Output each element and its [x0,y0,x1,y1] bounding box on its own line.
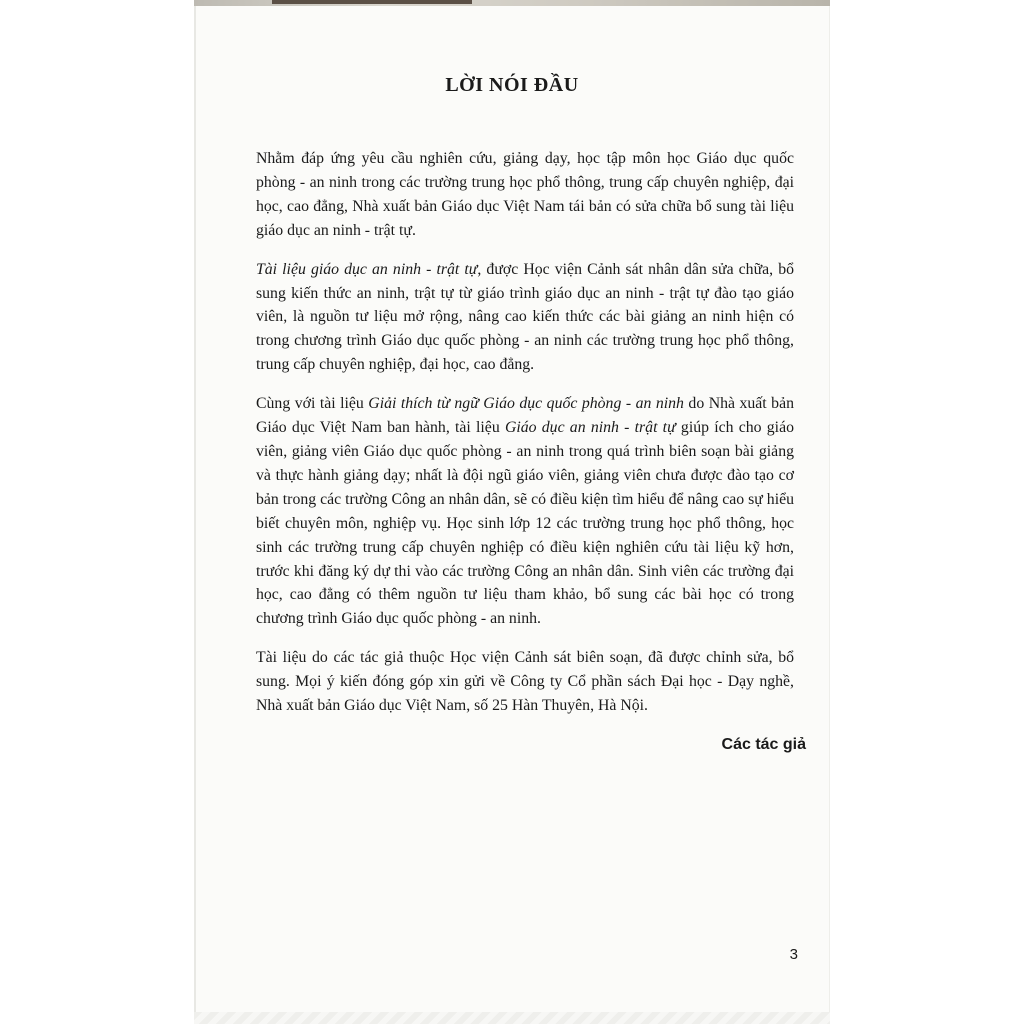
paragraph [256,646,794,718]
paragraph [256,147,794,243]
text-run: Tài liệu do các tác giả thuộc Học viện Cảnh sát biên soạn, đã được chỉnh sửa, bổ sung. Mọi ý kiến đóng góp xin gửi về Công ty Cổ phần sách Đại học - Dạy nghề, Nhà xuất bản Giáo dục Việt Nam, số 25 Hàn Thuyên, Hà Nội. [256,649,794,715]
paragraph [256,258,794,378]
preface-body [256,147,794,733]
text-run: Nhằm đáp ứng yêu cầu nghiên cứu, giảng dạy, học tập môn học Giáo dục quốc phòng - an ninh trong các trường trung học phổ thông, trung cấp chuyên nghiệp, đại học, cao đẳng, Nhà xuất bản Giáo dục Việt Nam tái bản có sửa chữa bổ sung tài liệu giáo dục an ninh - trật tự. [256,150,794,239]
text-run: Cùng với tài liệu [256,395,369,413]
book-page [194,0,830,1014]
italic-text: Giáo dục an ninh - trật tự [504,419,676,437]
page-top-binding [272,0,472,4]
page-number: 3 [789,946,798,963]
page-title: LỜI NÓI ĐẦU [445,74,579,96]
paragraph [256,392,794,631]
page-bottom-edge [194,1012,830,1024]
italic-text: Giải thích từ ngữ Giáo dục quốc phòng - an ninh [368,395,684,413]
text-run: giúp ích cho giáo viên, giảng viên Giáo dục quốc phòng - an ninh trong quá trình biên soạn bài giảng và thực hành giảng dạy; nhất là đội ngũ giáo viên, giảng viên chưa được đào tạo cơ bản trong các trường Công an nhân dân, sẽ có điều kiện tìm hiểu để nâng cao sự hiểu biết chuyên môn, nghiệp vụ. Học sinh lớp 12 các trường trung học phổ thông, học sinh các trường trung cấp chuyên nghiệp có điều kiện nghiên cứu tài liệu kỹ hơn, trước khi đăng ký dự thi vào các trường Công an nhân dân. Sinh viên các trường đại học, cao đẳng có thêm nguồn tư liệu tham khảo, bổ sung các bài học có trong chương trình Giáo dục quốc phòng - an ninh. [256,419,794,628]
italic-text: Tài liệu giáo dục an ninh - trật tự [256,260,478,278]
text-run: do Nhà xuất bản Giáo dục Việt Nam ban hành, tài liệu [256,395,794,437]
authors-signature: Các tác giả [721,736,806,753]
text-run: , được Học viện Cảnh sát nhân dân sửa chữa, bổ sung kiến thức an ninh, trật tự từ giáo trình giáo dục an ninh - trật tự đào tạo giáo viên, là nguồn tư liệu mở rộng, nâng cao kiến thức các bài giảng an ninh hiện có trong chương trình Giáo dục quốc phòng - an ninh các trường trung học phổ thông, trung cấp chuyên nghiệp, đại học, cao đẳng. [256,260,794,374]
